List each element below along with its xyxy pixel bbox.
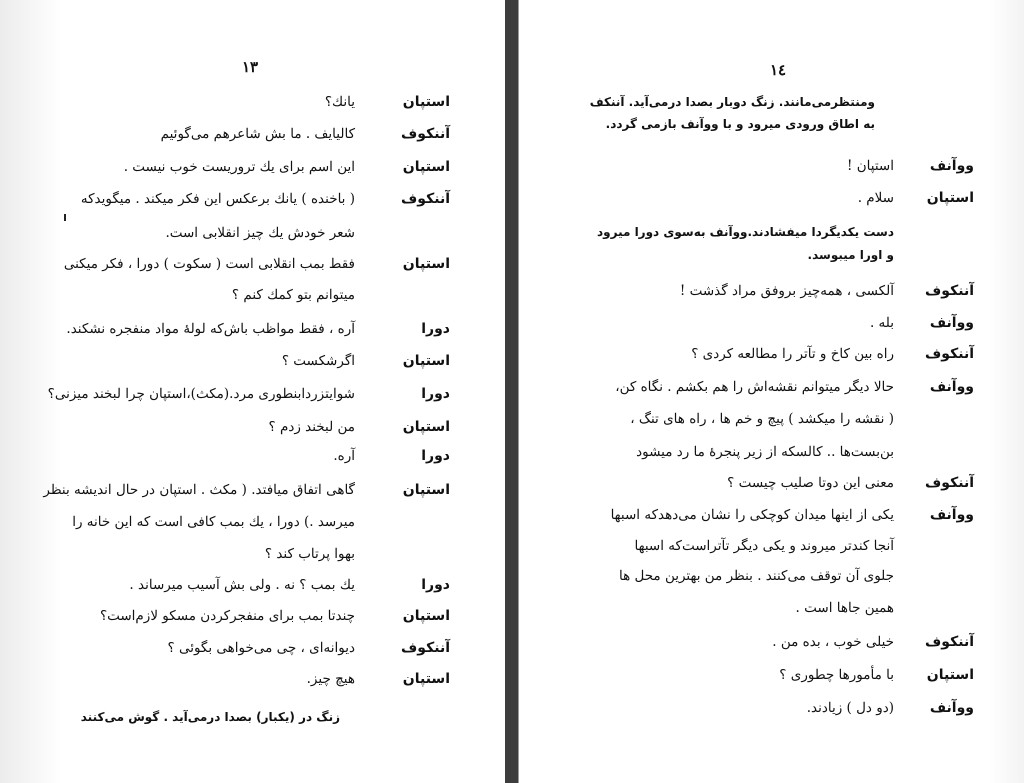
dialogue-line: راه بین کاخ و تآتر را مطالعه کردی ؟ <box>691 346 894 362</box>
left-page <box>0 0 505 783</box>
dialogue-line: چندتا بمب برای منفجرکردن مسکو لازم‌است؟ <box>99 608 355 624</box>
dialogue-line: بله . <box>869 315 894 331</box>
dialogue-line: شعر خودش یك چیز انقلابی است. <box>165 225 355 241</box>
dialogue-line: با مأمورها چطوری ؟ <box>779 667 894 683</box>
dialogue-line: معنی این دوتا صلیب چیست ؟ <box>727 475 894 491</box>
speaker-name: ووآنف <box>929 507 974 523</box>
dialogue-line: اگرشکست ؟ <box>281 353 355 369</box>
dialogue-line: حالا دیگر میتوانم نقشه‌اش را هم بکشم . نگاه کن، <box>615 379 894 395</box>
scan-shadow <box>989 0 1024 783</box>
speaker-name: آننكوف <box>401 126 450 142</box>
speaker-name: استپان <box>402 94 450 110</box>
dialogue-line: بهوا پرتاب كند ؟ <box>264 546 355 562</box>
speaker-name: ووآنف <box>929 700 974 716</box>
speaker-name: ووآنف <box>929 379 974 395</box>
dialogue-line: همین جاها است . <box>795 600 894 616</box>
dialogue-line: سلام . <box>857 190 894 206</box>
speaker-name: استپان <box>402 671 450 687</box>
dialogue-line: میتوانم بتو كمك كنم ؟ <box>231 287 355 303</box>
speaker-name: استپان <box>402 256 450 272</box>
dialogue-line: (دو دل ) زیادند. <box>806 700 894 716</box>
dialogue-line: استپان ! <box>847 158 894 174</box>
speaker-name: استپان <box>926 190 974 206</box>
stage-direction: و اورا میبوسد. <box>807 248 894 262</box>
stage-direction: دست یکدیگردا میفشادند.ووآنف به‌سوی دورا میرود <box>596 225 894 239</box>
speaker-name: استپان <box>402 353 450 369</box>
dialogue-line: آنجا کندتر میروند و یکی دیگر تآتراست‌که اسبها <box>634 538 894 554</box>
dialogue-line: خیلی خوب ، بده من . <box>772 634 894 650</box>
dialogue-line: ( باخنده ) یانك برعکس این فکر میکند . میگویدكه <box>80 191 355 207</box>
speaker-name: استپان <box>402 482 450 498</box>
dialogue-line: كاليايف . ما بش شاعرهم می‌گوئیم <box>160 126 355 142</box>
page-number: ١٤ <box>770 61 787 79</box>
dialogue-line: یك بمب ؟ نه . ولی بش آسیب میرساند . <box>129 577 355 593</box>
margin-mark <box>64 214 66 221</box>
speaker-name: ووآنف <box>929 158 974 174</box>
speaker-name: آننكوف <box>925 634 974 650</box>
dialogue-line: بن‌بست‌ها .. کالسکه از زیر پنجرهٔ ما رد میشود <box>636 444 894 460</box>
stage-direction: ومنتظرمی‌مانند. زنگ دوبار بصدا درمی‌آید. آننكف <box>589 95 875 109</box>
dialogue-line: هیچ چیز. <box>306 671 355 687</box>
book-gutter <box>505 0 519 783</box>
right-page <box>519 0 1024 783</box>
speaker-name: دورا <box>421 386 450 402</box>
stage-direction: زنگ در (یکبار) بصدا درمی‌آید . گوش می‌کنند <box>80 710 340 724</box>
speaker-name: آننكوف <box>401 640 450 656</box>
stage-direction: به اطاق ورودی میرود و با ووآنف بازمی گردد. <box>605 117 875 131</box>
dialogue-line: فقط بمب انقلابی است ( سکوت ) دورا ، فکر میکنی <box>63 256 355 272</box>
dialogue-line: این اسم برای یك تروریست خوب نیست . <box>123 159 355 175</box>
speaker-name: آننكوف <box>401 191 450 207</box>
dialogue-line: میرسد .) دورا ، یك بمب كافی است كه این خانه را <box>72 514 355 530</box>
speaker-name: استپان <box>926 667 974 683</box>
speaker-name: دورا <box>421 321 450 337</box>
dialogue-line: یانك؟ <box>324 94 355 110</box>
speaker-name: استپان <box>402 159 450 175</box>
dialogue-line: من لبخند زدم ؟ <box>268 419 355 435</box>
speaker-name: آننكوف <box>925 475 974 491</box>
dialogue-line: گاهی اتفاق میافتد. ( مکث . استپان در حال اندیشه بنظر <box>43 482 355 498</box>
speaker-name: دورا <box>421 448 450 464</box>
speaker-name: استپان <box>402 419 450 435</box>
dialogue-line: جلوی آن توقف می‌کنند . بنظر من بهترین محل ها <box>618 568 894 584</box>
dialogue-line: دیوانه‌ای ، چی می‌خواهی بگوئی ؟ <box>167 640 355 656</box>
dialogue-line: آلکسی ، همه‌چیز بروفق مراد گذشت ! <box>679 283 894 299</box>
speaker-name: آننكوف <box>925 346 974 362</box>
dialogue-line: آره. <box>333 448 355 464</box>
speaker-name: ووآنف <box>929 315 974 331</box>
page-number: ١٣ <box>242 58 259 76</box>
speaker-name: استپان <box>402 608 450 624</box>
dialogue-line: شوایتزردابنطوری مرد.(مکث)،استپان چرا لبخند میزنی؟ <box>47 386 355 402</box>
speaker-name: دورا <box>421 577 450 593</box>
dialogue-line: ( نقشه را میکشد ) پیچ و خم ها ، راه های تنگ ، <box>630 411 894 427</box>
dialogue-line: یکی از اینها میدان کوچکی را نشان می‌دهدکه اسبها <box>610 507 894 523</box>
dialogue-line: آره ، فقط مواظب باش‌كه لولهٔ مواد منفجره نشكند. <box>66 321 355 337</box>
speaker-name: آننكوف <box>925 283 974 299</box>
